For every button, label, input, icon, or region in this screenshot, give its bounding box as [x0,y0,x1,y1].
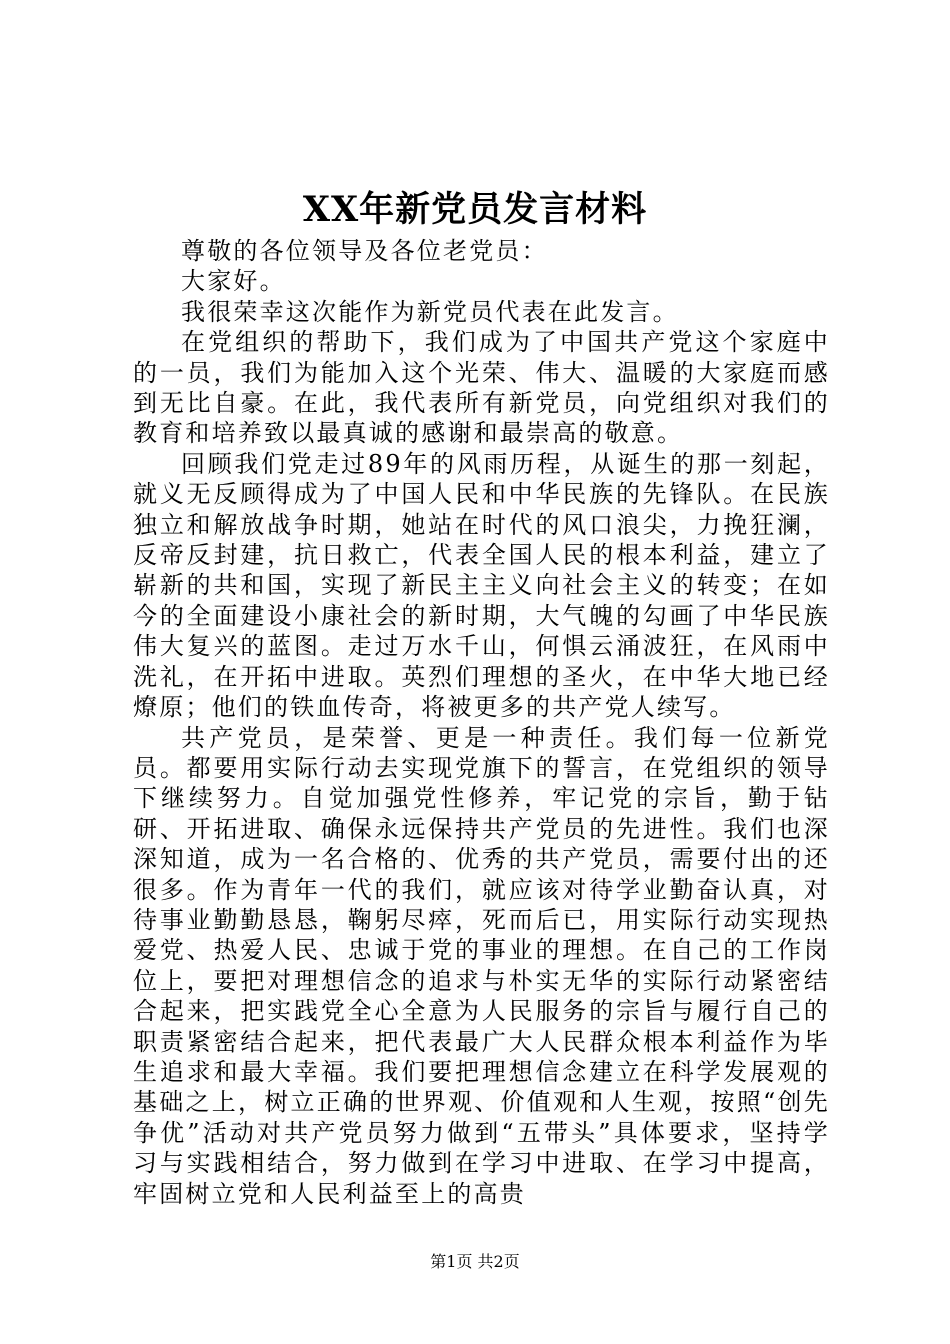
paragraph: 我很荣幸这次能作为新党员代表在此发言。 [181,297,679,326]
page-footer: 第1页 共2页 [430,1252,520,1271]
paragraph: 共产党员，是荣誉、更是一种责任。我们每一位新党员。都要用实际行动去实现党旗下的誓言，在党组织的领导下继续努力。自觉加强党性修养，牢记党的宗旨，勤于钻研、开拓进取、确保永远保持共产党员的先进性。我们也深深知道，成为一名合格的、优秀的共产党员，需要付出的还很多。作为青年一代的我们，就应该对待学业勤奋认真，对待事业勤勤恳恳，鞠躬尽瘁，死而后已，用实际行动实现热爱党、热爱人民、忠诚于党的事业的理想。在自己的工作岗位上，要把对理想信念的追求与朴实无华的实际行动紧密结合起来，把实践党全心全意为人民服务的宗旨与履行自己的职责紧密结合起来，把代表最广大人民群众根本利益作为毕生追求和最大幸福。我们要把理想信念建立在科学发展观的基础之上，树立正确的世界观、价值观和人生观，按照“创先争优”活动对共产党员努力做到“五带头”具体要求，坚持学习与实践相结合，努力做到在学习中进取、在学习中提高，牢固树立党和人民利益至上的高贵 [133,723,830,1208]
salutation: 尊敬的各位领导及各位老党员： [181,237,548,265]
greeting: 大家好。 [181,267,286,296]
paragraph: 回顾我们党走过89年的风雨历程，从诞生的那一刻起，就义无反顾得成为了中国人民和中华民族的先锋队。在民族独立和解放战争时期，她站在时代的风口浪尖，力挽狂澜，反帝反封建，抗日救亡，代表全国人民的根本利益，建立了崭新的共和国，实现了新民主主义向社会主义的转变；在如今的全面建设小康社会的新时期，大气魄的勾画了中华民族伟大复兴的蓝图。走过万水千山，何惧云涌波狂，在风雨中洗礼，在开拓中进取。英烈们理想的圣火，在中华大地已经燎原；他们的铁血传奇，将被更多的共产党人续写。 [133,449,830,722]
paragraph: 在党组织的帮助下，我们成为了中国共产党这个家庭中的一员，我们为能加入这个光荣、伟大、温暖的大家庭而感到无比自豪。在此，我代表所有新党员，向党组织对我们的教育和培养致以最真诚的感谢和最崇高的敬意。 [133,328,830,448]
document-body [133,236,830,1209]
document-title: XX年新党员发言材料 [302,189,648,230]
